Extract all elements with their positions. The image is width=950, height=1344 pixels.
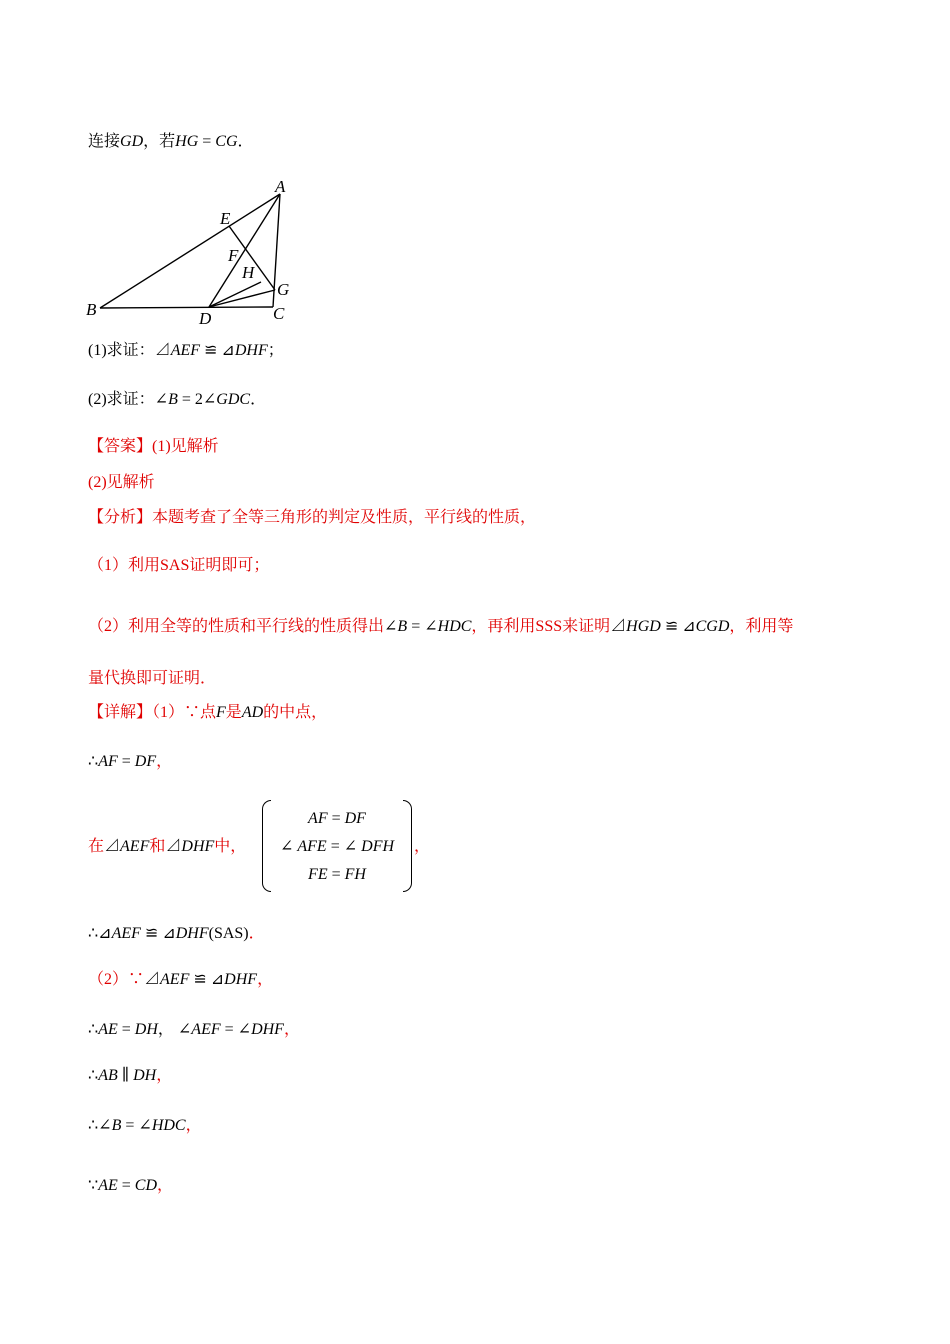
text-segment: ⊿ <box>144 971 161 988</box>
text-segment: ⊿ <box>165 838 182 855</box>
line-angle-b-eq-hdc <box>88 1116 202 1136</box>
text-segment: = <box>327 866 345 883</box>
text-segment: AEF <box>170 342 201 359</box>
text-segment: ， ∠ <box>157 1021 192 1038</box>
text-segment: ⊿ <box>154 342 171 359</box>
text-segment: DF <box>134 753 157 770</box>
text-segment: 连接 <box>88 133 121 150</box>
text-segment: 在 <box>88 838 105 855</box>
text-segment: 的中点， <box>263 704 328 721</box>
text-segment: ， <box>157 1177 174 1194</box>
text-segment: 是 <box>225 704 242 721</box>
text-segment: AE <box>98 1177 118 1194</box>
text-segment: ∴ <box>88 753 99 770</box>
text-segment: DH <box>133 1067 157 1084</box>
label-c: C <box>273 304 285 323</box>
text-segment: ∴ <box>88 1067 99 1084</box>
text-segment: DHF <box>224 971 258 988</box>
equation-system <box>262 800 412 892</box>
text-segment: ∥ <box>117 1067 134 1084</box>
text-segment: DH <box>134 1021 158 1038</box>
text-segment: ≌ ⊿ <box>660 618 696 635</box>
text-segment: GDC <box>216 391 251 408</box>
system-row <box>262 837 412 857</box>
text-segment: AE <box>98 1021 118 1038</box>
text-segment: ， <box>257 971 274 988</box>
text-segment: AFE <box>297 838 327 855</box>
text-segment: ≌ ⊿ <box>189 971 225 988</box>
system-trailing-comma: ， <box>414 838 431 855</box>
text-segment: = ∠ <box>220 1021 252 1038</box>
label-e: E <box>220 209 231 228</box>
text-segment: (2)求证： <box>88 391 155 408</box>
text-segment: ≌ ⊿ <box>200 342 235 359</box>
text-segment: = ∠ <box>326 838 362 855</box>
line-analysis-2-cont <box>88 669 216 689</box>
text-segment: = ∠ <box>407 618 438 635</box>
text-segment: CGD <box>695 618 730 635</box>
text-segment: = ∠ <box>121 1117 152 1134</box>
text-segment: (1)求证： <box>88 342 155 359</box>
text-segment: 中， <box>214 838 247 855</box>
text-segment: ． <box>250 391 267 408</box>
system-row <box>262 809 412 829</box>
line-question-2 <box>88 390 266 410</box>
line-analysis-1 <box>88 556 269 576</box>
line-ab-parallel-dh <box>88 1066 172 1086</box>
text-segment: ∴∠ <box>88 1117 112 1134</box>
text-segment: AEF <box>191 1021 221 1038</box>
text-segment: F <box>216 704 226 721</box>
system-row <box>262 865 412 885</box>
text-segment: 证明即可； <box>189 557 270 574</box>
text-segment: DHF <box>251 1021 284 1038</box>
triangle-figure <box>80 175 300 325</box>
text-segment: = <box>117 1021 135 1038</box>
text-segment: HDC <box>151 1117 186 1134</box>
text-segment: ； <box>267 342 284 359</box>
text-segment: 和 <box>149 838 166 855</box>
label-f: F <box>228 246 239 265</box>
text-segment: = <box>198 133 216 150</box>
text-segment: DHF <box>181 838 215 855</box>
label-h: H <box>242 263 255 282</box>
text-segment: 【分析】本题考查了全等三角形的判定及性质，平行线的性质， <box>88 509 537 526</box>
line-analysis <box>88 508 536 528</box>
text-segment: SAS <box>160 557 190 574</box>
text-segment: AEF <box>120 838 150 855</box>
line-question-1 <box>88 341 284 361</box>
text-segment: AF <box>308 810 328 827</box>
text-segment: AF <box>98 753 118 770</box>
text-segment: ， <box>156 1067 173 1084</box>
text-segment: ． <box>248 925 265 942</box>
text-segment: = 2∠ <box>177 391 217 408</box>
text-segment: 【详解】（1）∵点 <box>88 704 217 721</box>
line-detail-1 <box>88 703 327 723</box>
text-segment: ⊿ <box>610 618 627 635</box>
text-segment: CD <box>134 1177 157 1194</box>
text-segment: AEF <box>111 925 141 942</box>
text-segment: ， <box>283 1021 300 1038</box>
text-segment: ， <box>185 1117 202 1134</box>
text-segment: B <box>397 618 408 635</box>
line-congruent-sas <box>88 924 265 944</box>
text-segment: B <box>111 1117 122 1134</box>
text-segment: CG <box>215 133 238 150</box>
label-a: A <box>275 177 286 196</box>
line-ae-eq-cd <box>88 1176 173 1196</box>
text-segment: = <box>117 753 135 770</box>
text-segment: AB <box>98 1067 118 1084</box>
text-segment: DHF <box>234 342 268 359</box>
text-segment: DHF <box>175 925 209 942</box>
text-segment: FE <box>308 866 328 883</box>
line-af-eq-df <box>88 752 172 772</box>
text-segment: ，再利用SSS来证明 <box>471 618 611 635</box>
text-segment: GD <box>120 133 144 150</box>
text-segment: = <box>117 1177 135 1194</box>
text-segment: B <box>168 391 178 408</box>
text-segment: HDC <box>437 618 472 635</box>
text-segment: = <box>327 810 345 827</box>
text-segment: ， <box>156 753 173 770</box>
text-segment: 【答案】(1)见解析 <box>88 438 219 455</box>
text-segment: ∠ <box>384 618 398 635</box>
text-segment: ∠ <box>154 391 169 408</box>
text-segment: ∴ <box>88 1021 99 1038</box>
label-b: B <box>86 300 97 319</box>
line-connect-gd <box>88 132 254 152</box>
text-segment: (2)见解析 <box>88 474 155 491</box>
text-segment: ∴⊿ <box>88 925 112 942</box>
text-segment: ． <box>237 133 254 150</box>
text-segment: ≌ ⊿ <box>140 925 176 942</box>
text-segment: DF <box>344 810 366 827</box>
text-segment: 量代换即可证明． <box>88 670 217 687</box>
line-answer-2 <box>88 473 155 493</box>
line-ae-eq-dh <box>88 1020 300 1040</box>
text-segment: ∠ <box>279 838 298 855</box>
text-segment: ，利用等 <box>729 618 794 635</box>
text-segment: ⊿ <box>104 838 121 855</box>
text-segment: （2）利用全等的性质和平行线的性质得出 <box>88 618 385 635</box>
text-segment: FH <box>344 866 366 883</box>
line-in-triangles <box>88 837 246 857</box>
text-segment: AD <box>241 704 264 721</box>
text-segment: ∵ <box>88 1177 99 1194</box>
label-d: D <box>199 309 212 325</box>
text-segment: (SAS) <box>208 925 249 942</box>
line-detail-2 <box>88 970 273 990</box>
line-answer-1 <box>88 437 219 457</box>
text-segment: AEF <box>160 971 190 988</box>
text-segment: DFH <box>361 838 395 855</box>
text-segment: （2）∵ <box>88 971 145 988</box>
text-segment: HG <box>175 133 199 150</box>
segment-bc <box>100 307 273 308</box>
segment-ab <box>100 194 280 308</box>
text-segment: ，若 <box>143 133 176 150</box>
text-segment: （1）利用 <box>88 557 161 574</box>
line-analysis-2 <box>88 617 793 637</box>
label-g: G <box>277 280 290 299</box>
text-segment: HGD <box>626 618 661 635</box>
